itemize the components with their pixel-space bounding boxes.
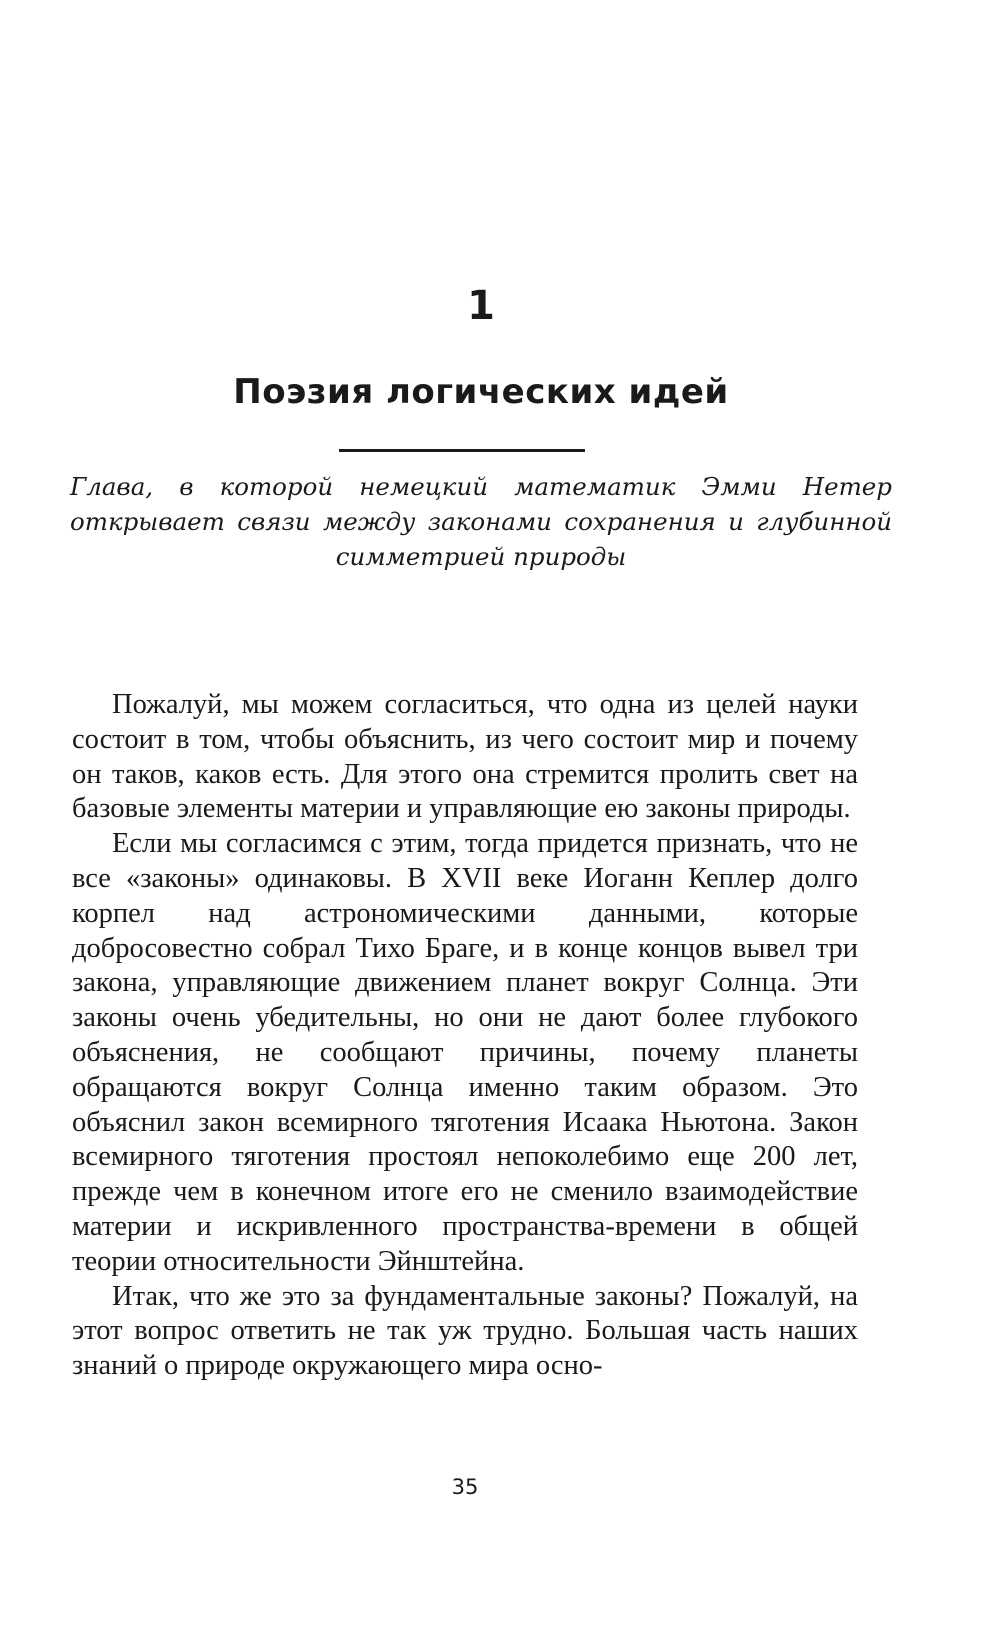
paragraph: Пожалуй, мы можем согласиться, что одна из целей науки состоит в том, чтобы объяснить, из чего состоит мир и почему он таков, каков есть. Для этого она стремится пролить свет на базовые элементы материи и управляющие ею законы природы. xyxy=(72,689,858,825)
page-number: 35 xyxy=(451,1475,479,1499)
paragraph: Если мы согласимся с этим, тогда придется признать, что не все «законы» одинаковы. В XVII веке Иоганн Кеплер долго корпел над астрономическими данными, которые добросовестно собрал Тихо Браге, и в конце концов вывел три закона, управляющие движением планет вокруг Солнца. Эти законы очень убедительны, но они не дают более глубокого объяснения, не сообщают причины, почему планеты обращаются вокруг Солнца именно таким образом. Это объяснил закон всемирного тяготения Исаака Ньютона. Закон всемирного тяготения простоял непоколебимо еще 200 лет, прежде чем в конечном итоге его не сменило взаимодействие материи и искривленного пространства-времени в общей теории относительности Эйнштейна. xyxy=(72,828,858,1277)
paragraph: Итак, что же это за фундаментальные законы? Пожалуй, на этот вопрос ответить не так уж трудно. Большая часть наших знаний о природе окружающего мира осно- xyxy=(72,1280,858,1382)
chapter-title: Поэзия логических идей xyxy=(233,372,729,412)
title-divider xyxy=(339,449,585,452)
chapter-number: 1 xyxy=(467,283,495,329)
chapter-epigraph: Глава, в которой немецкий математик Эмми Нетер открывает связи между законами сохранения и глубинной симметрией природы xyxy=(70,472,892,571)
body-text xyxy=(72,688,858,1384)
